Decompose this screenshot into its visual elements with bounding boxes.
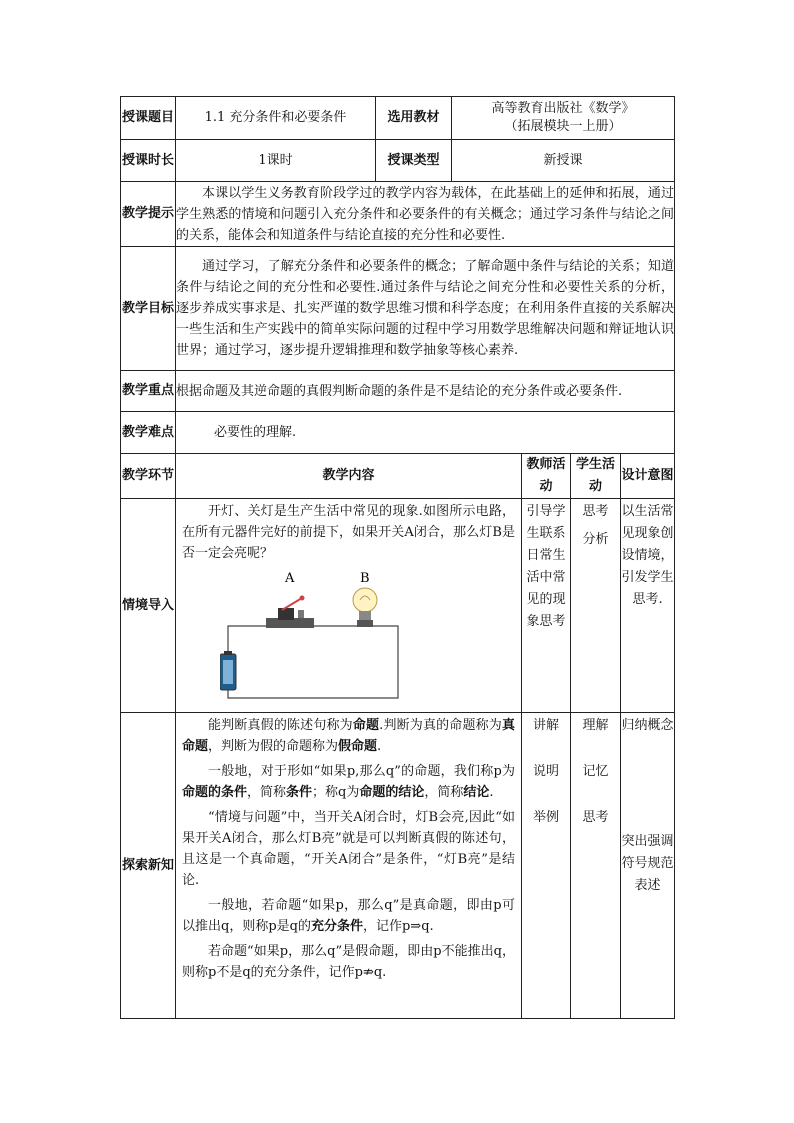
header-design-intent: 设计意图	[621, 454, 675, 499]
label-duration: 授课时长	[121, 140, 176, 182]
header-teacher-activity: 教师活动	[522, 454, 571, 499]
header-content: 教学内容	[176, 454, 522, 499]
label-course-topic: 授课题目	[121, 97, 176, 140]
label-scenario-intro: 情境导入	[121, 499, 176, 713]
intro-student-1: 思考	[582, 504, 609, 519]
intro-design-intent: 以生活常见现象创设情境，引发学生思考.	[621, 499, 675, 713]
intro-student-2: 分析	[582, 532, 609, 547]
explore-p5: 若命题“如果p，那么q”是假命题，即由p不能推出q，则称p不是q的充分条件，记作p⇏q.	[182, 944, 515, 980]
label-teaching-tips: 教学提示	[121, 182, 176, 247]
wire-left-top	[228, 626, 270, 656]
label-key-points: 教学重点	[121, 371, 176, 412]
label-teaching-goals: 教学目标	[121, 247, 176, 371]
explore-content	[176, 713, 522, 1019]
textbook-line2: （拓展模块一上册）	[504, 119, 622, 134]
duration: 1课时	[176, 140, 376, 182]
header-student-activity: 学生活动	[571, 454, 621, 499]
teaching-tips: 本课以学生义务教育阶段学过的教学内容为载体，在此基础上的延伸和拓展，通过学生熟悉的情境和问题引入充分条件和必要条件的有关概念；通过学习条件与结论之间的关系，能体会和知道条件与结论直接的充分性和必要性.	[176, 182, 675, 247]
lesson-type: 新授课	[452, 140, 675, 182]
key-points: 根据命题及其逆命题的真假判断命题的条件是不是结论的充分条件或必要条件.	[176, 371, 675, 412]
lesson-plan-table	[120, 96, 675, 1019]
explore-teacher-activity: 讲解 说明 举例	[522, 713, 571, 1019]
intro-content	[176, 499, 522, 713]
lamp-label-b: B	[360, 571, 370, 586]
explore-student-activity: 理解 记忆 思考	[571, 713, 621, 1019]
lamp-icon	[353, 588, 377, 627]
textbook-line1: 高等教育出版社《数学》	[491, 101, 635, 116]
battery-icon	[220, 651, 236, 690]
switch-icon	[266, 596, 314, 629]
explore-design-intent: 归纳概念 突出强调符号规范表述	[621, 713, 675, 1019]
textbook	[452, 97, 675, 140]
explore-p4: 一般地，若命题“如果p，那么q”是真命题，即由p可以推出q，则称p是q的充分条件，记作p⇒q.	[182, 898, 515, 934]
difficulties: 必要性的理解.	[176, 412, 675, 454]
course-topic: 1.1 充分条件和必要条件	[176, 97, 376, 140]
switch-label-a: A	[285, 571, 295, 586]
label-textbook: 选用教材	[376, 97, 452, 140]
teaching-goals: 通过学习，了解充分条件和必要条件的概念；了解命题中条件与结论的关系；知道条件与结论之间的充分性和必要性.通过条件与结论之间充分性和必要性关系的分析，逐步养成实事求是、扎实严谨的数学思维习惯和科学态度；在利用条件直接的关系解决一些生活和生产实践中的简单实际问题的过程中学习用数学思维解决问题和辩证地认识世界；通过学习，逐步提升逻辑推理和数学抽象等核心素养.	[176, 247, 675, 371]
explore-p3: “情境与问题”中，当开关A闭合时，灯B会亮,因此“如果开关A闭合，那么灯B亮”就是可以判断真假的陈述句，且这是一个真命题，“开关A闭合”是条件，“灯B亮”是结论.	[182, 810, 515, 888]
intro-text: 开灯、关灯是生产生活中常见的现象.如图所示电路，在所有元器件完好的前提下，如果开关A闭合，那么灯B是否一定会亮呢？	[182, 504, 515, 561]
explore-p2: 一般地，对于形如“如果p,那么q”的命题，我们称p为命题的条件，简称条件；称q为命题的结论，简称结论.	[182, 764, 515, 800]
wire-right-bottom	[228, 626, 398, 698]
intro-teacher-activity: 引导学生联系日常生活中常见的现象思考	[522, 499, 571, 713]
label-explore: 探索新知	[121, 713, 176, 1019]
header-stage: 教学环节	[121, 454, 176, 499]
label-difficulties: 教学难点	[121, 412, 176, 454]
intro-student-activity	[571, 499, 621, 713]
label-lesson-type: 授课类型	[376, 140, 452, 182]
circuit-diagram	[220, 570, 410, 702]
explore-p1: 能判断真假的陈述句称为命题.判断为真的命题称为真命题，判断为假的命题称为假命题.	[182, 718, 515, 754]
